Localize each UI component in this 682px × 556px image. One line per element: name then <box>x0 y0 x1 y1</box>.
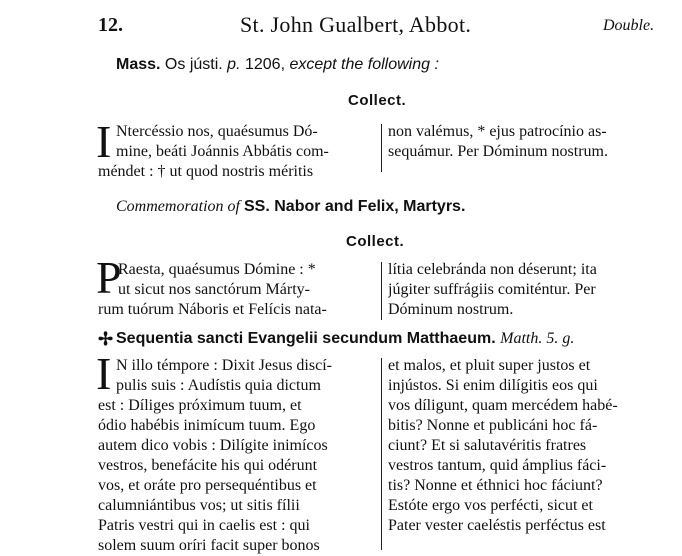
commemoration-line <box>116 198 465 216</box>
gospel-heading-line <box>116 330 574 348</box>
collect-line: Ntercéssio nos, quaésumus Dó- <box>116 123 318 140</box>
gospel-line: solem suum oríri facit super bonos <box>98 537 320 554</box>
collect-left-column <box>98 122 378 182</box>
collect-line: júgiter suffrágiis comiténtur. Per <box>388 281 596 298</box>
collect-line: Dóminum nostrum. <box>388 301 514 318</box>
gospel-line: bitis? Nonne et publicáni hoc fá- <box>388 417 598 434</box>
gospel-line: vos, et oráte pro persequéntibus et <box>98 477 317 494</box>
gospel-line: injústos. Si enim dilígitis eos qui <box>388 377 598 394</box>
collect-left-column <box>98 260 378 320</box>
gospel-reference: Matth. 5. g. <box>500 330 575 347</box>
gospel-line: est : Díliges próximum tuum, et <box>98 397 302 414</box>
page-title: St. John Gualbert, Abbot. <box>240 12 472 37</box>
gospel-line: Pater vester caeléstis perféctus est <box>388 517 606 534</box>
gospel-line: ódio habébis inimícum tuum. Ego <box>98 417 316 434</box>
collect-line: Raesta, quaésumus Dómine : * <box>118 261 316 278</box>
cross-icon: ✢ <box>98 329 114 349</box>
collect-line: lítia celebránda non déserunt; ita <box>388 261 597 278</box>
mass-line <box>116 56 439 74</box>
collect-right-column <box>388 122 663 162</box>
collect-dropcap: P <box>96 252 122 303</box>
gospel-line: pulis suis : Audístis quia dictum <box>116 377 321 394</box>
column-divider <box>381 124 382 172</box>
gospel-line: Patris vestri qui in caelis est : qui <box>98 517 310 534</box>
mass-label: Mass. <box>116 56 161 73</box>
mass-page: 1206, <box>244 56 286 73</box>
collect-line: sequámur. Per Dóminum nostrum. <box>388 143 608 160</box>
gospel-line: calumniántibus vos; ut sitis fílii <box>98 497 300 514</box>
mass-page-prefix: p. <box>227 56 241 73</box>
commemoration-prefix: Commemoration of <box>116 198 240 215</box>
gospel-line: vos díligunt, quam mercédem habé- <box>388 397 618 414</box>
page-number: 12. <box>98 14 123 36</box>
gospel-right-column <box>388 356 666 536</box>
collect-heading: Collect. <box>346 233 405 250</box>
gospel-line: autem dico vobis : Dilígite inimícos <box>98 437 328 454</box>
gospel-heading: Sequentia sancti Evangelii secundum Matthaeum. <box>116 330 496 347</box>
collect-line: rum tuórum Náboris et Felícis nata- <box>98 301 327 318</box>
gospel-dropcap: I <box>96 348 112 399</box>
mass-except: except the following : <box>289 56 439 73</box>
gospel-line: Estóte ergo vos perfécti, sicut et <box>388 497 593 514</box>
gospel-line: ciunt? Et si salutavéritis fratres <box>388 437 587 454</box>
commemoration-saints: SS. Nabor and Felix, Martyrs. <box>244 198 466 215</box>
column-divider <box>381 262 382 320</box>
gospel-line: vestros tantum, quid ámplius fáci- <box>388 457 607 474</box>
gospel-line: vestros, benefácite his qui odérunt <box>98 457 318 474</box>
gospel-line: N illo témpore : Dixit Jesus discí- <box>116 357 332 374</box>
gospel-line: et malos, et pluit super justos et <box>388 357 591 374</box>
collect-line: ut sicut nos sanctórum Márty- <box>118 281 310 298</box>
mass-introit: Os jústi. <box>164 56 223 73</box>
collect-line: méndet : † ut quod nostris méritis <box>98 163 314 180</box>
feast-rank: Double. <box>603 17 655 34</box>
gospel-line: tis? Nonne et éthnici hoc fáciunt? <box>388 477 603 494</box>
collect-heading: Collect. <box>348 92 407 109</box>
gospel-left-column <box>98 356 378 556</box>
column-divider <box>381 358 382 550</box>
collect-line: non valémus, * ejus patrocínio as- <box>388 123 607 140</box>
collect-dropcap: I <box>96 116 112 167</box>
collect-right-column <box>388 260 664 320</box>
collect-line: mine, beáti Joánnis Abbátis com- <box>116 143 329 160</box>
